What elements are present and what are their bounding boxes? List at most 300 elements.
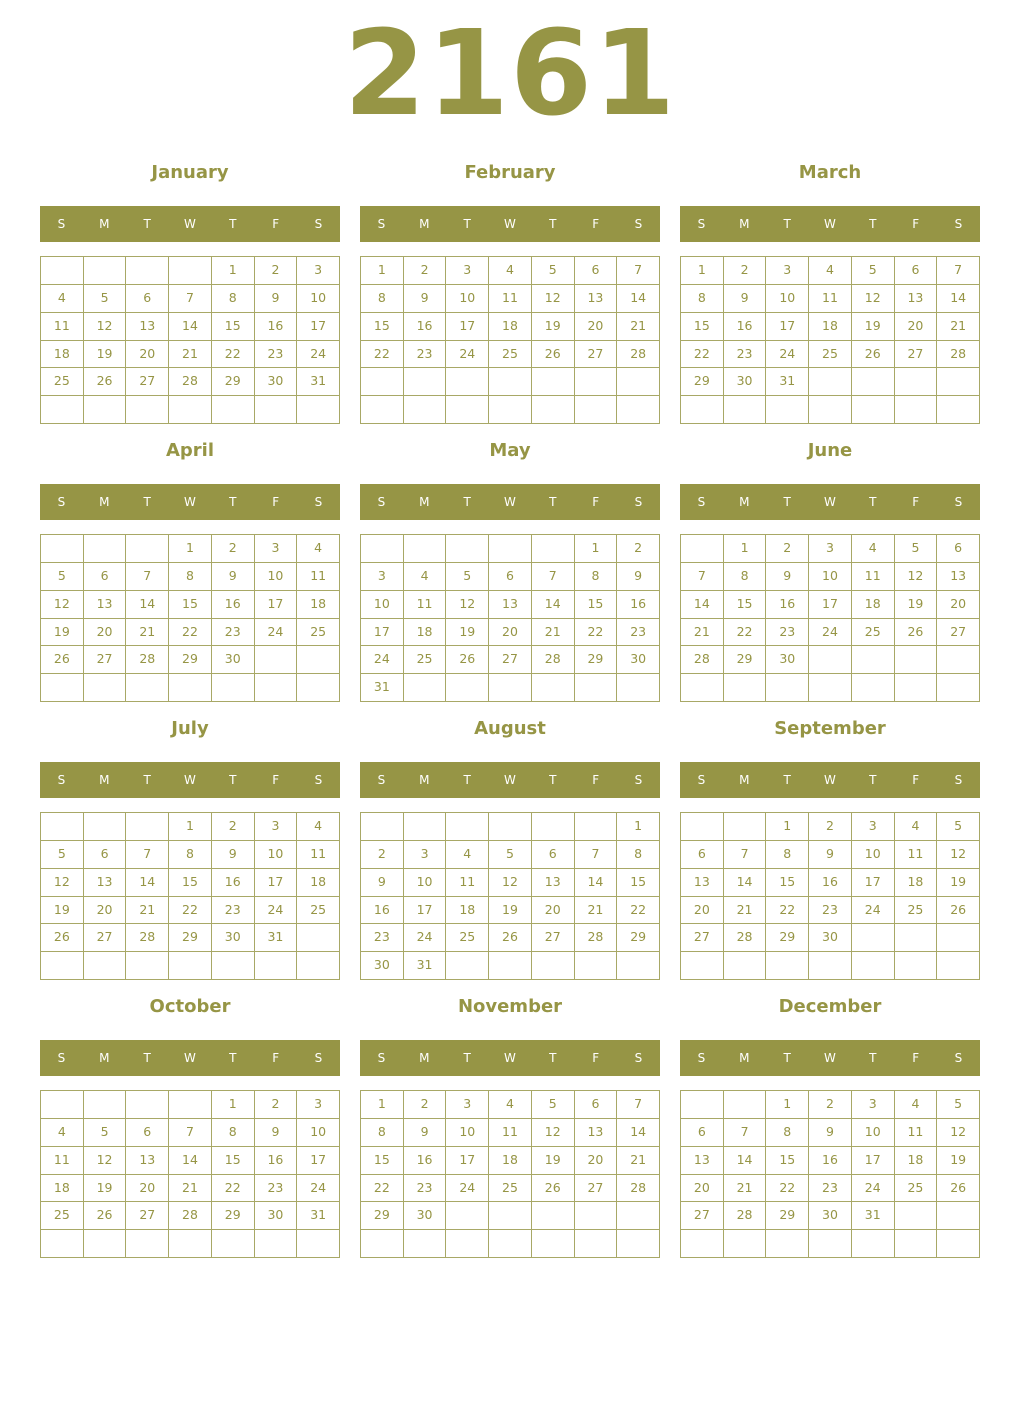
empty-day-cell [937,952,980,980]
month-name: February [464,162,556,183]
day-cell: 8 [575,563,618,591]
day-cell: 12 [41,591,84,619]
day-cell: 20 [937,591,980,619]
weekday-header: F [592,1051,600,1065]
empty-day-cell [895,368,938,396]
empty-day-cell [41,535,84,563]
day-cell: 13 [84,591,127,619]
day-cell: 11 [297,841,340,869]
empty-day-cell [489,952,532,980]
empty-day-cell [895,1202,938,1230]
weekday-header: S [634,495,643,509]
empty-day-cell [532,674,575,702]
day-cell: 15 [575,591,618,619]
weekday-header: S [314,217,323,231]
day-cell: 26 [532,341,575,369]
day-cell: 22 [212,1175,255,1203]
empty-day-cell [895,646,938,674]
day-cell: 12 [937,841,980,869]
weekday-header: S [314,495,323,509]
empty-day-cell [617,952,660,980]
day-cell: 3 [852,1091,895,1119]
weekday-header: W [824,1051,836,1065]
weekday-header: M [419,217,430,231]
weekday-header: T [869,773,877,787]
day-cell: 22 [169,619,212,647]
day-cell: 13 [895,285,938,313]
day-cell: 23 [212,897,255,925]
day-grid [360,534,660,702]
empty-day-cell [617,368,660,396]
weekday-header: F [272,495,280,509]
day-grid [40,256,340,424]
day-cell: 24 [852,897,895,925]
weekday-header: W [504,773,516,787]
day-cell: 15 [169,591,212,619]
empty-day-cell [489,368,532,396]
month-name: October [149,996,231,1017]
weekday-header: S [377,773,386,787]
day-cell: 9 [212,563,255,591]
day-cell: 14 [575,869,618,897]
day-cell: 3 [446,257,489,285]
empty-day-cell [446,535,489,563]
day-cell: 10 [361,591,404,619]
day-cell: 1 [169,535,212,563]
day-cell: 31 [852,1202,895,1230]
day-cell: 4 [41,285,84,313]
day-grid [40,1090,340,1258]
month-name: March [798,162,862,183]
empty-day-cell [681,396,724,424]
day-cell: 28 [937,341,980,369]
day-cell: 21 [575,897,618,925]
day-cell: 24 [361,646,404,674]
empty-day-cell [126,396,169,424]
day-cell: 1 [724,535,767,563]
day-cell: 30 [255,1202,298,1230]
empty-day-cell [489,1230,532,1258]
empty-day-cell [937,1230,980,1258]
day-cell: 22 [361,1175,404,1203]
month-name: May [489,440,531,461]
day-cell: 2 [361,841,404,869]
day-cell: 11 [809,285,852,313]
day-cell: 29 [617,924,660,952]
weekday-header: S [697,1051,706,1065]
day-cell: 9 [617,563,660,591]
day-cell: 9 [809,841,852,869]
day-cell: 26 [84,368,127,396]
weekday-header: M [739,495,750,509]
weekday-header: F [912,773,920,787]
day-cell: 8 [724,563,767,591]
day-cell: 25 [41,1202,84,1230]
day-cell: 3 [255,535,298,563]
day-cell: 5 [937,1091,980,1119]
empty-day-cell [852,952,895,980]
day-cell: 27 [895,341,938,369]
weekday-header: S [954,1051,963,1065]
day-cell: 22 [169,897,212,925]
weekday-header: M [739,1051,750,1065]
day-cell: 31 [766,368,809,396]
empty-day-cell [84,1091,127,1119]
day-cell: 15 [212,313,255,341]
empty-day-cell [852,646,895,674]
day-cell: 5 [41,563,84,591]
day-cell: 17 [852,869,895,897]
day-cell: 16 [361,897,404,925]
day-cell: 21 [681,619,724,647]
day-cell: 18 [404,619,447,647]
empty-day-cell [446,368,489,396]
day-cell: 18 [489,313,532,341]
weekday-header: S [954,495,963,509]
day-cell: 8 [361,1119,404,1147]
empty-day-cell [681,535,724,563]
day-cell: 30 [617,646,660,674]
day-cell: 24 [766,341,809,369]
empty-day-cell [617,674,660,702]
day-cell: 16 [617,591,660,619]
day-cell: 7 [617,257,660,285]
day-cell: 16 [809,869,852,897]
empty-day-cell [169,1230,212,1258]
day-cell: 7 [126,841,169,869]
day-cell: 8 [617,841,660,869]
weekday-header: S [697,773,706,787]
weekday-header: F [272,217,280,231]
day-cell: 10 [404,869,447,897]
day-cell: 11 [41,313,84,341]
day-cell: 22 [361,341,404,369]
empty-day-cell [617,396,660,424]
day-cell: 21 [617,1147,660,1175]
empty-day-cell [724,674,767,702]
day-cell: 4 [297,535,340,563]
day-cell: 10 [852,1119,895,1147]
empty-day-cell [489,674,532,702]
empty-day-cell [255,1230,298,1258]
weekday-header: S [314,1051,323,1065]
day-cell: 25 [404,646,447,674]
day-cell: 29 [212,1202,255,1230]
empty-day-cell [41,1230,84,1258]
empty-day-cell [852,368,895,396]
empty-day-cell [575,813,618,841]
day-cell: 28 [169,368,212,396]
day-cell: 30 [212,646,255,674]
day-cell: 23 [724,341,767,369]
weekday-header: W [504,495,516,509]
empty-day-cell [361,368,404,396]
empty-day-cell [84,952,127,980]
day-cell: 8 [766,1119,809,1147]
weekday-header: W [184,495,196,509]
day-cell: 7 [126,563,169,591]
day-cell: 12 [84,313,127,341]
day-cell: 18 [809,313,852,341]
empty-day-cell [532,396,575,424]
empty-day-cell [681,813,724,841]
day-cell: 27 [575,341,618,369]
empty-day-cell [681,1091,724,1119]
empty-day-cell [84,257,127,285]
day-cell: 28 [169,1202,212,1230]
empty-day-cell [84,535,127,563]
day-cell: 20 [575,1147,618,1175]
empty-day-cell [724,1230,767,1258]
day-cell: 23 [212,619,255,647]
day-cell: 25 [297,619,340,647]
day-cell: 29 [766,1202,809,1230]
month-name: September [774,718,886,739]
day-cell: 10 [297,1119,340,1147]
day-cell: 7 [169,1119,212,1147]
day-grid [360,256,660,424]
day-cell: 8 [212,1119,255,1147]
empty-day-cell [575,952,618,980]
weekday-header: T [783,773,791,787]
weekday-header-bar [40,762,340,798]
day-cell: 28 [681,646,724,674]
empty-day-cell [404,396,447,424]
weekday-header: S [634,1051,643,1065]
day-cell: 24 [297,1175,340,1203]
day-cell: 1 [681,257,724,285]
day-cell: 6 [895,257,938,285]
day-grid [40,534,340,702]
empty-day-cell [852,396,895,424]
empty-day-cell [575,396,618,424]
empty-day-cell [41,674,84,702]
weekday-header: S [57,1051,66,1065]
weekday-header: W [184,217,196,231]
day-cell: 20 [681,1175,724,1203]
day-cell: 29 [212,368,255,396]
weekday-header: F [592,773,600,787]
month-name: January [151,162,229,183]
day-cell: 2 [212,535,255,563]
day-cell: 15 [212,1147,255,1175]
empty-day-cell [937,1202,980,1230]
empty-day-cell [532,1230,575,1258]
day-cell: 8 [169,841,212,869]
day-cell: 22 [724,619,767,647]
day-cell: 9 [212,841,255,869]
day-cell: 31 [404,952,447,980]
empty-day-cell [212,396,255,424]
day-cell: 29 [169,646,212,674]
day-cell: 11 [895,841,938,869]
day-cell: 26 [41,646,84,674]
day-cell: 24 [446,1175,489,1203]
day-cell: 23 [766,619,809,647]
day-cell: 1 [169,813,212,841]
day-cell: 6 [575,257,618,285]
day-cell: 24 [446,341,489,369]
day-cell: 4 [489,1091,532,1119]
day-cell: 25 [852,619,895,647]
weekday-header: F [592,495,600,509]
empty-day-cell [41,813,84,841]
day-cell: 21 [724,897,767,925]
day-cell: 12 [446,591,489,619]
weekday-header: M [99,495,110,509]
day-cell: 7 [617,1091,660,1119]
day-cell: 20 [532,897,575,925]
day-cell: 4 [809,257,852,285]
weekday-header-bar [680,484,980,520]
day-cell: 6 [532,841,575,869]
day-cell: 5 [532,1091,575,1119]
day-cell: 24 [404,924,447,952]
empty-day-cell [895,674,938,702]
weekday-header: S [634,217,643,231]
day-cell: 3 [297,257,340,285]
day-cell: 28 [575,924,618,952]
weekday-header-bar [680,206,980,242]
empty-day-cell [126,1091,169,1119]
day-cell: 24 [255,897,298,925]
day-cell: 2 [404,1091,447,1119]
weekday-header: M [99,773,110,787]
day-cell: 4 [852,535,895,563]
weekday-header: S [954,773,963,787]
day-cell: 1 [617,813,660,841]
day-cell: 10 [852,841,895,869]
day-cell: 2 [255,257,298,285]
weekday-header: T [783,495,791,509]
empty-day-cell [532,368,575,396]
weekday-header: F [592,217,600,231]
day-cell: 9 [404,285,447,313]
day-cell: 7 [681,563,724,591]
day-cell: 11 [41,1147,84,1175]
day-cell: 17 [852,1147,895,1175]
day-cell: 14 [169,1147,212,1175]
day-cell: 6 [681,841,724,869]
day-cell: 18 [895,1147,938,1175]
day-cell: 17 [446,313,489,341]
day-cell: 20 [575,313,618,341]
day-cell: 30 [724,368,767,396]
empty-day-cell [169,396,212,424]
day-cell: 5 [446,563,489,591]
day-cell: 27 [532,924,575,952]
empty-day-cell [255,396,298,424]
empty-day-cell [126,1230,169,1258]
weekday-header: W [184,773,196,787]
empty-day-cell [575,368,618,396]
empty-day-cell [297,952,340,980]
day-grid [360,1090,660,1258]
day-cell: 4 [895,813,938,841]
day-cell: 22 [575,619,618,647]
weekday-header: S [377,1051,386,1065]
day-cell: 8 [212,285,255,313]
day-cell: 15 [766,869,809,897]
day-cell: 5 [489,841,532,869]
day-cell: 27 [937,619,980,647]
empty-day-cell [937,674,980,702]
day-cell: 5 [532,257,575,285]
day-cell: 5 [84,1119,127,1147]
weekday-header: T [229,217,237,231]
weekday-header: T [229,495,237,509]
day-cell: 18 [41,341,84,369]
day-cell: 27 [84,924,127,952]
day-cell: 9 [255,1119,298,1147]
weekday-header: S [57,773,66,787]
day-cell: 9 [809,1119,852,1147]
weekday-header-bar [360,1040,660,1076]
empty-day-cell [532,813,575,841]
day-cell: 13 [126,313,169,341]
empty-day-cell [41,396,84,424]
day-cell: 23 [809,1175,852,1203]
day-cell: 18 [446,897,489,925]
empty-day-cell [489,396,532,424]
day-cell: 28 [532,646,575,674]
weekday-header: M [739,773,750,787]
day-cell: 16 [724,313,767,341]
day-cell: 22 [681,341,724,369]
empty-day-cell [895,924,938,952]
day-cell: 17 [404,897,447,925]
day-cell: 26 [532,1175,575,1203]
day-cell: 21 [617,313,660,341]
day-cell: 27 [84,646,127,674]
day-cell: 22 [212,341,255,369]
empty-day-cell [255,646,298,674]
empty-day-cell [126,257,169,285]
empty-day-cell [361,1230,404,1258]
day-cell: 18 [297,591,340,619]
day-cell: 8 [169,563,212,591]
empty-day-cell [895,396,938,424]
weekday-header-bar [360,762,660,798]
day-cell: 22 [617,897,660,925]
empty-day-cell [297,646,340,674]
day-cell: 13 [489,591,532,619]
empty-day-cell [489,535,532,563]
empty-day-cell [617,1230,660,1258]
day-cell: 9 [255,285,298,313]
day-cell: 19 [852,313,895,341]
day-cell: 16 [404,1147,447,1175]
day-cell: 23 [255,341,298,369]
day-cell: 21 [126,619,169,647]
month-name: December [778,996,882,1017]
weekday-header: T [463,773,471,787]
empty-day-cell [41,257,84,285]
weekday-header: W [504,1051,516,1065]
day-cell: 14 [617,1119,660,1147]
day-cell: 30 [809,924,852,952]
day-cell: 25 [895,897,938,925]
day-cell: 25 [41,368,84,396]
weekday-header: W [504,217,516,231]
day-cell: 12 [852,285,895,313]
day-cell: 18 [852,591,895,619]
empty-day-cell [446,1202,489,1230]
day-cell: 29 [169,924,212,952]
day-cell: 10 [809,563,852,591]
empty-day-cell [937,924,980,952]
empty-day-cell [84,674,127,702]
